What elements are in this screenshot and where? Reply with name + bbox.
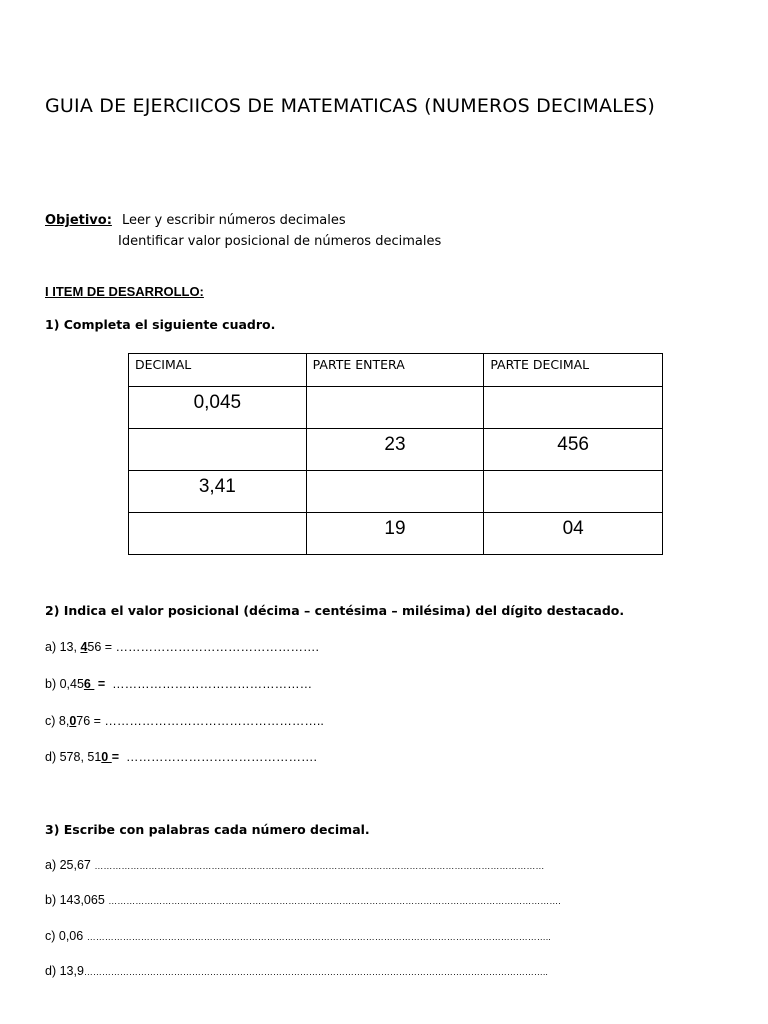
highlighted-digit: 0 [69, 714, 77, 728]
q3-item-b [45, 893, 670, 907]
table-cell[interactable] [306, 471, 484, 513]
table-cell[interactable] [306, 387, 484, 429]
table-cell[interactable] [484, 387, 663, 429]
answer-dots[interactable]: ……………………………………………………………………………………………………………………………………. [108, 896, 561, 906]
q3-item-label: d) 13,9 [45, 964, 84, 978]
q3-item-label: c) 0,06 [45, 929, 87, 943]
q2-item-suffix: 56 = [87, 640, 116, 654]
answer-dots[interactable]: …………………………………………….. [104, 714, 324, 728]
q3-item-label: b) 143,065 [45, 893, 109, 907]
q2-item-c [45, 714, 324, 728]
q3-item-d [45, 964, 670, 978]
page-title: GUIA DE EJERCIICOS DE MATEMATICAS (NUMEROS DECIMALES) [45, 95, 656, 117]
q2-item-suffix: = [111, 750, 126, 764]
q2-item-prefix: d) 578, 51 [45, 750, 102, 764]
table-header-cell: PARTE ENTERA [306, 354, 484, 387]
q2-item-suffix: = [94, 677, 113, 691]
question-2: 2) Indica el valor posicional (décima – centésima – milésima) del dígito destacado. [45, 603, 625, 618]
answer-dots[interactable]: …………………………………………. [115, 640, 320, 654]
q3-item-c [45, 929, 670, 943]
table-cell[interactable]: 23 [306, 429, 484, 471]
section-title: I ITEM DE DESARROLLO: [45, 284, 204, 299]
table-cell[interactable] [129, 513, 307, 555]
objective-label: Objetivo: [45, 213, 112, 228]
q2-item-d [45, 750, 317, 764]
table-row [129, 471, 663, 513]
question-3: 3) Escribe con palabras cada número decimal. [45, 822, 370, 837]
q2-item-prefix: b) 0,45 [45, 677, 84, 691]
highlighted-digit: 0 [101, 750, 112, 764]
table-header-cell: DECIMAL [129, 354, 307, 387]
answer-dots[interactable]: ……………………………………………………………………………………………………………………………………….. [83, 967, 548, 977]
table-cell[interactable] [129, 429, 307, 471]
question-1: 1) Completa el siguiente cuadro. [45, 317, 276, 332]
answer-dots[interactable]: …………………………………………………………………………………………………………………………………… [94, 861, 545, 871]
q2-item-b [45, 677, 312, 691]
table-row [129, 429, 663, 471]
objective-text-2: Identificar valor posicional de números decimales [118, 234, 442, 249]
table-header-row [129, 354, 663, 387]
table-row [129, 387, 663, 429]
objective-line-1 [45, 213, 346, 228]
answer-dots[interactable]: ………………………………………. [125, 750, 317, 764]
highlighted-digit: 6 [83, 677, 95, 691]
q2-item-prefix: a) 13, [45, 640, 81, 654]
table-cell[interactable]: 456 [484, 429, 663, 471]
table-cell[interactable]: 0,045 [129, 387, 307, 429]
q3-item-label: a) 25,67 [45, 858, 95, 872]
table-cell[interactable]: 04 [484, 513, 663, 555]
q2-item-prefix: c) 8, [45, 714, 70, 728]
table-header-cell: PARTE DECIMAL [484, 354, 663, 387]
answer-dots[interactable]: ……………………………………………………………………………………………………………………………………….. [86, 932, 551, 942]
table-cell[interactable] [484, 471, 663, 513]
table-row [129, 513, 663, 555]
decimal-table [128, 353, 663, 555]
q2-item-suffix: 76 = [76, 714, 105, 728]
q3-item-a [45, 858, 670, 872]
highlighted-digit: 4 [80, 640, 88, 654]
q2-item-a [45, 640, 319, 654]
answer-dots[interactable]: ………………………………………… [112, 677, 313, 691]
table-cell[interactable]: 19 [306, 513, 484, 555]
objective-text-1: Leer y escribir números decimales [122, 213, 346, 228]
table-cell[interactable]: 3,41 [129, 471, 307, 513]
